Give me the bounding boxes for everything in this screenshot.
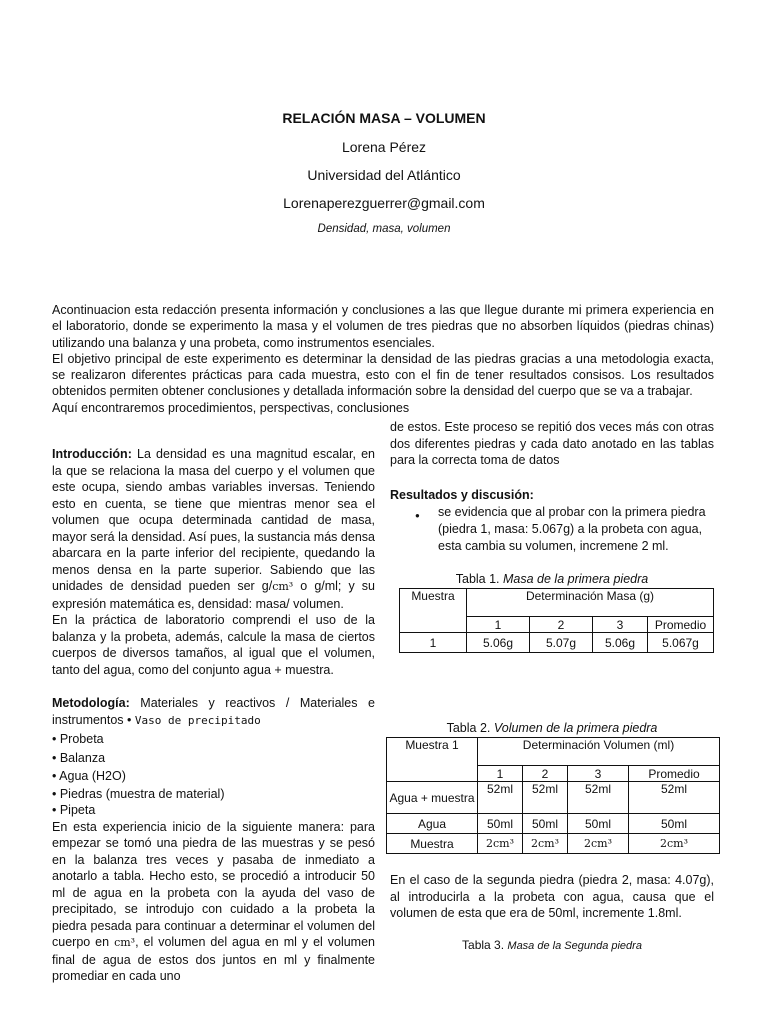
bullet-dot: ● (415, 511, 420, 520)
results-bullet-1 (390, 504, 710, 556)
results-heading-text: Resultados y discusión: (390, 488, 534, 502)
table-cell: 52ml (568, 782, 629, 814)
table-cell: 52ml (478, 782, 523, 814)
table-cell: 2cm³ (478, 834, 523, 854)
author-name: Lorena Pérez (341, 139, 427, 155)
table-cell: 50ml (568, 814, 629, 834)
results-heading (390, 487, 714, 504)
unit-cm3: cm³ (114, 936, 136, 949)
table-2-caption (390, 721, 714, 735)
table-cell: 5.07g (530, 633, 593, 653)
table-header: 3 (593, 617, 648, 633)
table-header: Promedio (648, 617, 714, 633)
table-cell: 50ml (478, 814, 523, 834)
introduction-section (52, 446, 375, 678)
table-cell: Agua + muestra (387, 782, 478, 814)
table-header: 1 (478, 766, 523, 782)
materials-item: • Pipeta (52, 802, 96, 817)
materials-item: • Balanza (52, 750, 106, 765)
table-cell: 52ml (523, 782, 568, 814)
methodology-section (52, 695, 375, 985)
abstract-paragraph-3: Aquí encontraremos procedimientos, perspectivas, conclusiones (52, 400, 410, 415)
methodology-text-1: Materiales y reactivos / Materiales e instrumentos • (52, 696, 375, 727)
methodology-heading: Metodología: (52, 696, 130, 710)
results-bullet-text: se evidencia que al probar con la primera piedra (piedra 1, masa: 5.067g) a la probeta con agua, esta cambia su volumen, incremene 2 ml. (438, 505, 706, 553)
table-cell: 2cm³ (568, 834, 629, 854)
table-1 (399, 588, 714, 653)
table-header: 3 (568, 766, 629, 782)
table-cell: 50ml (629, 814, 720, 834)
materials-item: • Piedras (muestra de material) (52, 786, 225, 801)
table-header: 2 (523, 766, 568, 782)
abstract (52, 302, 714, 416)
table-header: 1 (467, 617, 530, 633)
results-paragraph-2: En el caso de la segunda piedra (piedra 2, masa: 4.07g), al introducirla a la probeta con agua, causa que el volumen de esta que era de 50ml, incremente 1.8ml. (390, 873, 714, 920)
introduction-heading: Introducción: (52, 447, 132, 461)
table-cell: 2cm³ (629, 834, 720, 854)
author-university: Universidad del Atlántico (307, 167, 461, 183)
table-3-caption (390, 938, 714, 952)
table-row (400, 633, 714, 653)
unit-cm3: cm³ (272, 580, 294, 593)
table-1-caption (390, 572, 714, 586)
table-header: Muestra 1 (387, 738, 478, 782)
table-cell: 52ml (629, 782, 720, 814)
table-cell: 5.067g (648, 633, 714, 653)
keywords: Densidad, masa, volumen (317, 223, 451, 235)
table-row (387, 782, 720, 814)
author-email: Lorenaperezguerrer@gmail.com (283, 195, 485, 211)
introduction-text-2: o g/ml; y su expresión matemática es, densidad: masa/ volumen. (52, 579, 375, 611)
methodology-continuation: de estos. Este proceso se repitió dos veces más con otras dos diferentes piedras y cada dato anotado en las tablas para la correcta toma de datos (390, 420, 714, 467)
table-row (387, 834, 720, 854)
methodology-text-2: En esta experiencia inicio de la siguiente manera: para empezar se tomó una piedra de las muestras y se pesó en la balanza tres veces y pasaba de inmediato a anotarlo a tabla. Hecho esto, se procedió a introducir 50 ml de agua en la probeta con la ayuda del vaso de precipitado, se introdujo con cuidado a la probeta la piedra pesada para continuar a determinar el volumen del cuerpo en (52, 819, 375, 949)
introduction-paragraph (52, 446, 375, 612)
table-header: Muestra (400, 589, 467, 633)
introduction-paragraph-2: En la práctica de laboratorio comprendi el uso de la balanza y la probeta, además, calcule la masa de ciertos cuerpos de diversos tamaños, al igual que el volumen, tanto del agua, como del conjunto agua + muestra. (52, 613, 375, 677)
methodology-paragraph (52, 695, 375, 729)
materials-item: • Agua (H2O) (52, 769, 126, 783)
materials-vaso: Vaso de precipitado (134, 713, 261, 727)
table-cell: 5.06g (593, 633, 648, 653)
caption-title: Masa de la Segunda piedra (507, 940, 642, 952)
introduction-text-1: La densidad es una magnitud escalar, en la que se relaciona la masa del cuerpo y el volumen que este ocupa, siendo ambas variables inversas. Teniendo esto en cuenta, se tiene que mientras menor sea el volumen que ocupa determinada cantidad de masa, mayor será la densidad. Así pues, la sustancia más densa abarcara en la parte inferior del recipiente, quedando la menos densa en la parte superior. Sabiendo que las unidades de densidad pueden ser g/ (52, 447, 375, 593)
caption-title: Masa de la primera piedra (503, 572, 649, 586)
caption-prefix: Tabla 1. (455, 572, 504, 586)
paper-title: RELACIÓN MASA – VOLUMEN (282, 110, 486, 126)
methodology-paragraph-2 (52, 819, 375, 985)
table-cell: Agua (387, 814, 478, 834)
table-cell: 1 (400, 633, 467, 653)
table-cell: 5.06g (467, 633, 530, 653)
table-header: 2 (530, 617, 593, 633)
materials-item: • Probeta (52, 732, 104, 746)
table-cell: 2cm³ (523, 834, 568, 854)
abstract-paragraph-1: Acontinuacion esta redacción presenta información y conclusiones a las que llegue durante mi primera experiencia en el laboratorio, donde se experimento la masa y el volumen de tres piedras que no absorben líquidos (piedras chinas) utilizando una balanza y una probeta, como instrumentos esenciales. (52, 303, 714, 350)
table-cell: 50ml (523, 814, 568, 834)
table-header: Determinación Masa (g) (467, 589, 714, 617)
methodology-text-3: , el volumen del agua en ml y el volumen final de agua de estos dos juntos en ml y finalmente promediar en cada uno (52, 935, 376, 983)
table-cell: Muestra (387, 834, 478, 854)
table-header: Promedio (629, 766, 720, 782)
materials-list (52, 730, 375, 819)
caption-prefix: Tabla 3. (462, 938, 508, 952)
table-header: Determinación Volumen (ml) (478, 738, 720, 766)
table-row (387, 814, 720, 834)
abstract-paragraph-2: El objetivo principal de este experimento es determinar la densidad de las piedras gracias a una metodologia exacta, se realizaron diferentes prácticas para cada muestra, esto con el fin de tener resultados consisos. Los resultados obtenidos permiten obtener conclusiones y detallada información sobre la densidad del cuerpo que se va a trabajar. (52, 351, 714, 399)
caption-title: Volumen de la primera piedra (493, 721, 658, 735)
caption-prefix: Tabla 2. (446, 721, 494, 735)
table-2 (386, 737, 720, 854)
